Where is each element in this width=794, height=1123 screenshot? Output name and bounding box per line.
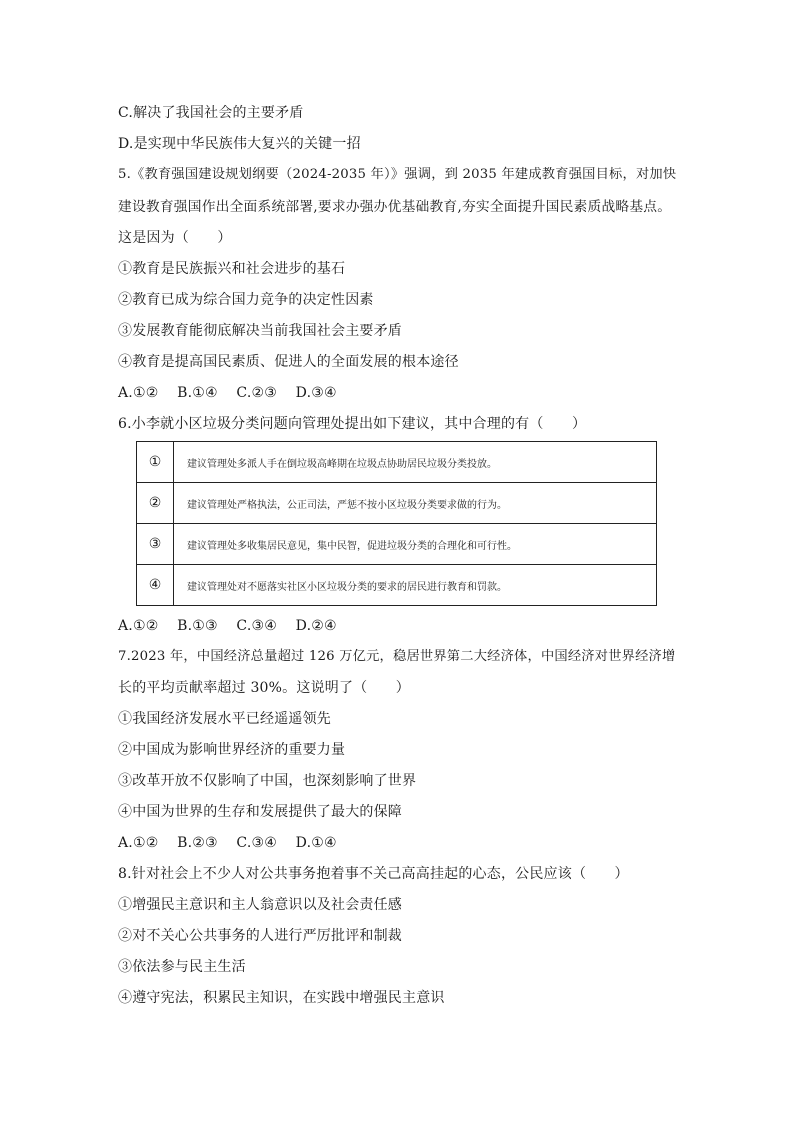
row-text: 建议管理处严格执法，公正司法，严惩不按小区垃圾分类要求做的行为。 bbox=[174, 483, 657, 524]
table-row bbox=[137, 442, 657, 483]
q5-choice-b[interactable]: B.①④ bbox=[177, 385, 218, 401]
q7-statement-2: ②中国成为影响世界经济的重要力量 bbox=[118, 742, 346, 758]
q8-statement-3: ③依法参与民主生活 bbox=[118, 959, 246, 975]
q5-stem-line-1: 5.《教育强国建设规划纲要（2024-2035 年）》强调，到 2035 年建成教育强国目标，对加快 bbox=[118, 167, 677, 182]
q4-option-d: D.是实现中华民族伟大复兴的关键一招 bbox=[118, 136, 361, 152]
q8-stem: 8.针对社会上不少人对公共事务抱着事不关己高高挂起的心态，公民应该（ ） bbox=[118, 866, 629, 882]
q5-stem-line-2: 建设教育强国作出全面系统部署,要求办强办优基础教育,夯实全面提升国民素质战略基点。 bbox=[118, 199, 672, 215]
q5-statement-4: ④教育是提高国民素质、促进人的全面发展的根本途径 bbox=[118, 354, 459, 370]
q8-statement-1: ①增强民主意识和主人翁意识以及社会责任感 bbox=[118, 897, 402, 913]
q6-choice-b[interactable]: B.①③ bbox=[177, 618, 218, 634]
row-text: 建议管理处多派人手在倒垃圾高峰期在垃圾点协助居民垃圾分类投放。 bbox=[174, 442, 657, 483]
q5-statement-2: ②教育已成为综合国力竞争的决定性因素 bbox=[118, 292, 374, 308]
q6-stem: 6.小李就小区垃圾分类问题向管理处提出如下建议，其中合理的有（ ） bbox=[118, 416, 587, 432]
q7-answer-choices bbox=[118, 834, 351, 852]
q5-choice-d[interactable]: D.③④ bbox=[295, 385, 337, 401]
q7-choice-d[interactable]: D.①④ bbox=[295, 835, 337, 851]
q5-choice-c[interactable]: C.②③ bbox=[236, 385, 277, 401]
q7-stem-line-1: 7.2023 年，中国经济总量超过 126 万亿元，稳居世界第二大经济体，中国经济对世界经济增 bbox=[118, 649, 676, 664]
q6-answer-choices bbox=[118, 617, 351, 635]
q6-choice-a[interactable]: A.①② bbox=[118, 618, 159, 634]
q5-stem-line-3: 这是因为（ ） bbox=[118, 230, 232, 246]
table-row bbox=[137, 524, 657, 565]
row-text: 建议管理处多收集居民意见，集中民智，促进垃圾分类的合理化和可行性。 bbox=[174, 524, 657, 565]
q7-statement-1: ①我国经济发展水平已经遥遥领先 bbox=[118, 711, 331, 727]
q5-answer-choices bbox=[118, 384, 351, 402]
q8-statement-2: ②对不关心公共事务的人进行严厉批评和制裁 bbox=[118, 928, 402, 944]
table-row bbox=[137, 565, 657, 606]
q6-choice-c[interactable]: C.③④ bbox=[236, 618, 277, 634]
q5-choice-a[interactable]: A.①② bbox=[118, 385, 159, 401]
q7-statement-3: ③改革开放不仅影响了中国，也深刻影响了世界 bbox=[118, 773, 417, 789]
row-text: 建议管理处对不愿落实社区小区垃圾分类的要求的居民进行教育和罚款。 bbox=[174, 565, 657, 606]
q6-choice-d[interactable]: D.②④ bbox=[295, 618, 337, 634]
q8-statement-4: ④遵守宪法，积累民主知识，在实践中增强民主意识 bbox=[118, 990, 445, 1006]
row-number: ① bbox=[137, 442, 174, 483]
q7-choice-a[interactable]: A.①② bbox=[118, 835, 159, 851]
table-row bbox=[137, 483, 657, 524]
row-number: ② bbox=[137, 483, 174, 524]
q4-option-c: C.解决了我国社会的主要矛盾 bbox=[118, 105, 304, 121]
q7-statement-4: ④中国为世界的生存和发展提供了最大的保障 bbox=[118, 804, 402, 820]
q7-choice-c[interactable]: C.③④ bbox=[236, 835, 277, 851]
q5-statement-3: ③发展教育能彻底解决当前我国社会主要矛盾 bbox=[118, 323, 402, 339]
q6-suggestion-table bbox=[136, 441, 657, 606]
q7-choice-b[interactable]: B.②③ bbox=[177, 835, 218, 851]
row-number: ④ bbox=[137, 565, 174, 606]
q5-statement-1: ①教育是民族振兴和社会进步的基石 bbox=[118, 261, 346, 277]
row-number: ③ bbox=[137, 524, 174, 565]
q7-stem-line-2: 长的平均贡献率超过 30%。这说明了（ ） bbox=[118, 680, 410, 696]
